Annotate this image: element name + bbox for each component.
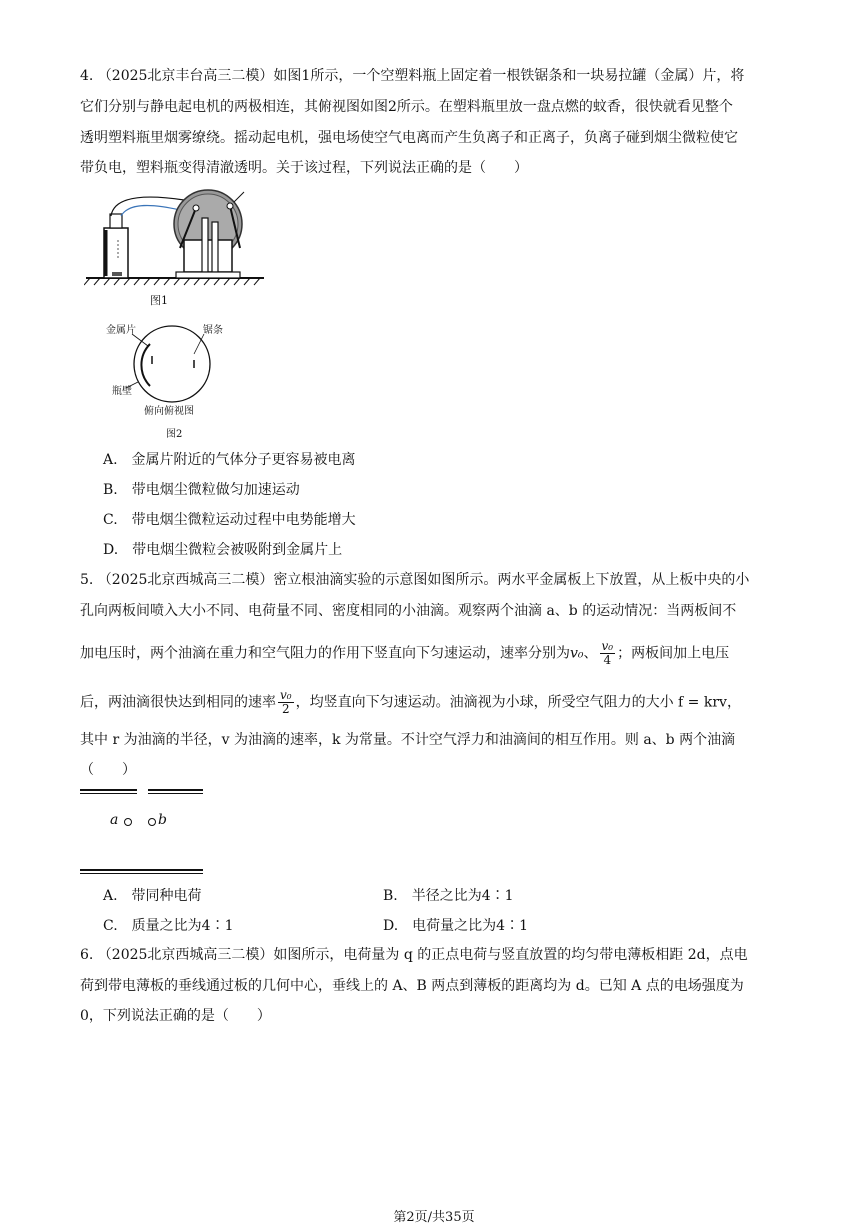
figure-2-label-view: 俯向俯视图 (144, 406, 194, 417)
q5-line-4-text: 后，两油滴很快达到相同的速率 (80, 694, 276, 711)
q5-option-b: B. 半径之比为4∶1 (383, 888, 514, 904)
q5-fraction-v0-over-2 (278, 689, 294, 716)
q5-separator: 、 (583, 645, 598, 662)
q5-fraction-v0-over-4 (600, 640, 616, 667)
q5-option-a: A. 带同种电荷 (103, 888, 202, 904)
q5-v0: v₀ (570, 645, 584, 662)
upper-plate-left (80, 789, 137, 794)
page-footer: 第2页/共35页 (393, 1210, 475, 1225)
q4-line-1: 4. （2025北京丰台高三二模）如图1所示，一个空塑料瓶上固定着一根铁锯条和一块易拉罐（金属）片，将 (80, 68, 745, 84)
oil-drop-b-label: b (158, 812, 167, 828)
q5-frac2-num: v₀ (280, 688, 292, 702)
q6-line-1: 6. （2025北京西城高三二模）如图所示，电荷量为 q 的正点电荷与竖直放置的均匀带电薄板相距 2d，点电 (80, 947, 748, 963)
figure-2-label-bottle: 瓶壁 (112, 386, 132, 397)
oil-drop-a-label: a (110, 812, 119, 828)
q5-line-3 (80, 640, 729, 667)
q5-line-3-text: 加电压时，两个油滴在重力和空气阻力的作用下竖直向下匀速运动，速率分别为 (80, 645, 570, 662)
q6-line-2: 荷到带电薄板的垂线通过板的几何中心，垂线上的 A、B 两点到薄板的距离均为 d。已知 A 点的电场强度为 (80, 978, 744, 994)
q4-option-b: B. 带电烟尘微粒做匀加速运动 (103, 482, 300, 498)
q4-line-2: 它们分别与静电起电机的两极相连，其俯视图如图2所示。在塑料瓶里放一盘点燃的蚊香，很快就看见整个 (80, 99, 733, 115)
upper-plate-right (148, 789, 203, 794)
q5-line-1: 5. （2025北京西城高三二模）密立根油滴实验的示意图如图所示。两水平金属板上下放置，从上板中央的小 (80, 572, 750, 588)
figure-2-caption: 图2 (166, 429, 183, 440)
q5-line-3-tail: ；两板间加上电压 (617, 645, 730, 662)
figure-1-caption: 图1 (150, 294, 168, 307)
q4-option-c: C. 带电烟尘微粒运动过程中电势能增大 (103, 512, 356, 528)
q4-line-4: 带负电，塑料瓶变得清澈透明。关于该过程，下列说法正确的是（ ） (80, 160, 528, 176)
q4-option-d: D. 带电烟尘微粒会被吸附到金属片上 (103, 542, 343, 558)
q5-line-4 (80, 689, 741, 716)
q5-frac1-den: 4 (603, 653, 612, 667)
q5-option-c: C. 质量之比为4∶1 (103, 918, 234, 934)
q5-line-6: （ ） (80, 762, 136, 778)
q5-line-4-tail: ，均竖直向下匀速运动。油滴视为小球，所受空气阻力的大小 f = krv， (295, 694, 741, 711)
q4-option-a: A. 金属片附近的气体分子更容易被电离 (103, 452, 356, 468)
figure-2-label-saw: 锯条 (203, 325, 223, 336)
q5-line-5: 其中 r 为油滴的半径，v 为油滴的速率，k 为常量。不计空气浮力和油滴间的相互作用。则 a、b 两个油滴 (80, 732, 736, 748)
figure-1-electrostatic-apparatus (84, 188, 274, 313)
lower-plate (80, 869, 203, 874)
q6-line-3: 0，下列说法正确的是（ ） (80, 1008, 271, 1024)
q5-frac2-den: 2 (281, 702, 290, 716)
q5-option-d: D. 电荷量之比为4∶1 (383, 918, 528, 934)
q5-frac1-num: v₀ (601, 639, 614, 653)
oil-drop-b (146, 816, 158, 828)
figure-2-label-metal: 金属片 (106, 325, 136, 336)
oil-drop-a (122, 816, 134, 828)
q4-line-3: 透明塑料瓶里烟雾缭绕。摇动起电机，强电场使空气电离而产生负离子和正离子，负离子碰到烟尘微粒使它 (80, 130, 738, 146)
q5-line-2: 孔向两板间喷入大小不同、电荷量不同、密度相同的小油滴。观察两个油滴 a、b 的运动情况：当两板间不 (80, 603, 737, 619)
